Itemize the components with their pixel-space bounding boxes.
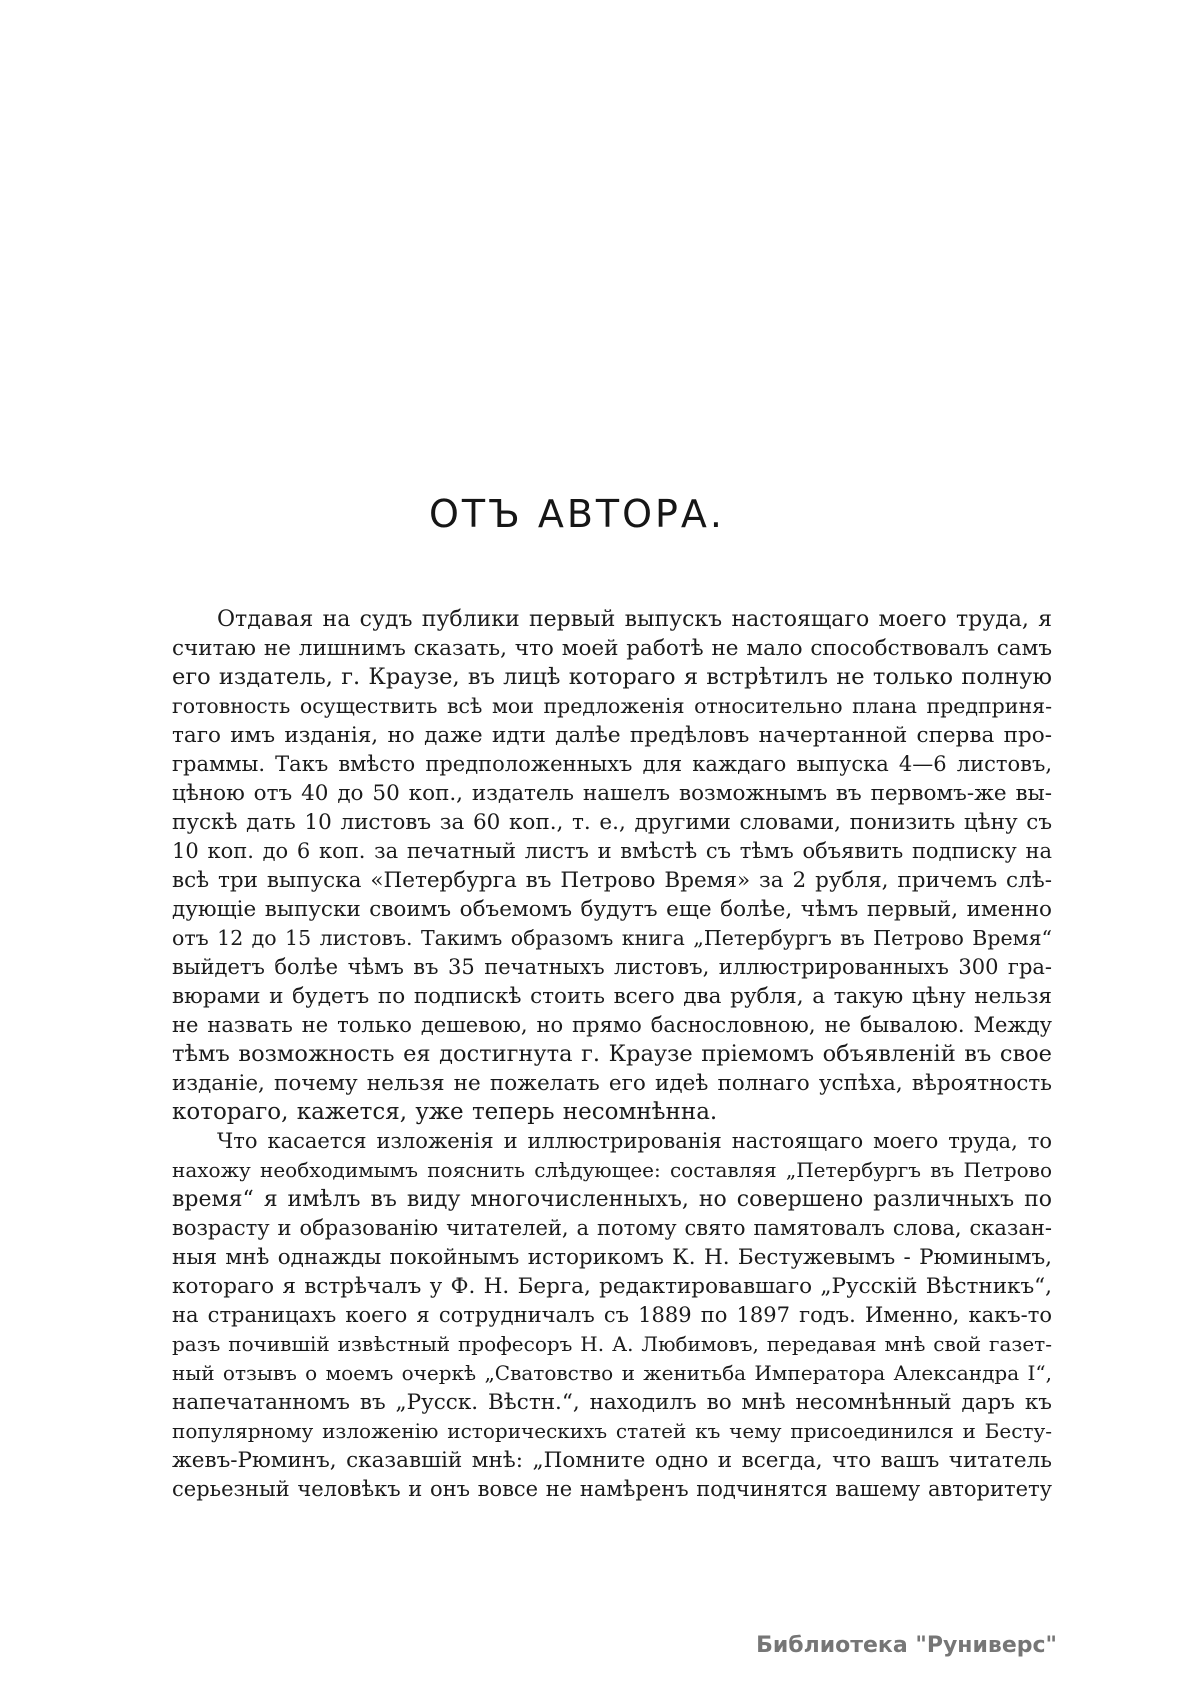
text-line: напечатанномъ въ „Русск. Вѣстн.“, находилъ во мнѣ несомнѣнный даръ къ (172, 1390, 1052, 1415)
page-title: ОТЪ АВТОРА. (428, 492, 725, 536)
text-line: не назвать не только дешевою, но прямо баснословною, не бывалою. Между (172, 1013, 1052, 1037)
text-line: таго имъ изданія, но даже идти далѣе предѣловъ начертанной сперва про- (172, 723, 1052, 748)
text-line: всѣ три выпуска «Петербурга въ Петрово Время» за 2 рубля, причемъ слѣ- (172, 868, 1052, 893)
text-line: тѣмъ возможность ея достигнута г. Краузе пріемомъ объявленій въ свое (172, 1041, 1052, 1067)
text-line: котораго я встрѣчалъ у Ф. Н. Берга, редактировавшаго „Русскій Вѣстникъ“, (172, 1274, 1052, 1299)
text-line: возрасту и образованію читателей, а потому свято памятовалъ слова, сказан- (172, 1216, 1052, 1240)
text-line: выйдетъ болѣе чѣмъ въ 35 печатныхъ листовъ, иллюстрированныхъ 300 гра- (172, 955, 1052, 979)
body-text (172, 605, 1052, 1504)
text-line: ный отзывъ о моемъ очеркѣ „Сватовство и женитьба Императора Александра I“, (172, 1361, 1052, 1385)
text-line: отъ 12 до 15 листовъ. Такимъ образомъ книга „Петербургъ въ Петрово Время“ (172, 926, 1052, 950)
text-line: котораго, кажется, уже теперь несомнѣнна. (172, 1099, 718, 1125)
text-line: дующіе выпуски своимъ объемомъ будутъ еще болѣе, чѣмъ первый, именно (172, 897, 1052, 922)
paragraph-1 (172, 605, 1052, 1127)
text-line: 10 коп. до 6 коп. за печатный листъ и вмѣстѣ съ тѣмъ объявить подписку на (172, 839, 1052, 863)
text-line: цѣною отъ 40 до 50 коп., издатель нашелъ возможнымъ въ первомъ-же вы- (172, 781, 1052, 806)
text-line: время“ я имѣлъ въ виду многочисленныхъ, но совершено различныхъ по (172, 1187, 1052, 1212)
text-line: популярному изложенію историческихъ статей къ чему присоединился и Бесту- (172, 1419, 1052, 1443)
text-line: на страницахъ коего я сотрудничалъ съ 1889 по 1897 годъ. Именно, какъ-то (172, 1303, 1052, 1327)
text-line: пускѣ дать 10 листовъ за 60 коп., т. е., другими словами, понизить цѣну съ (172, 810, 1052, 835)
text-line: разъ почившій извѣстный професоръ Н. А. Любимовъ, передавая мнѣ свой газет- (172, 1332, 1052, 1356)
text-line: Отдавая на судъ публики первый выпускъ настоящаго моего труда, я (217, 607, 1052, 632)
library-watermark: Библиотека "Руниверс" (756, 1633, 1057, 1658)
text-line: считаю не лишнимъ сказать, что моей работѣ не мало способствовалъ самъ (172, 636, 1052, 661)
text-line: его издатель, г. Краузе, въ лицѣ котораго я встрѣтилъ не только полную (172, 664, 1052, 690)
text-line: изданіе, почему нельзя не пожелать его идеѣ полнаго успѣха, вѣроятность (172, 1071, 1052, 1096)
text-line: Что касается изложенія и иллюстрированія настоящаго моего труда, то (217, 1129, 1052, 1153)
text-line: ныя мнѣ однажды покойнымъ историкомъ К. Н. Бестужевымъ - Рюминымъ, (172, 1245, 1052, 1270)
text-line: граммы. Такъ вмѣсто предположенныхъ для каждаго выпуска 4—6 листовъ, (172, 752, 1052, 776)
text-line: жевъ-Рюминъ, сказавшій мнѣ: „Помните одно и всегда, что вашъ читатель (172, 1448, 1052, 1473)
text-line: серьезный человѣкъ и онъ вовсе не намѣренъ подчинятся вашему авторитету (172, 1477, 1053, 1501)
text-line: готовность осуществить всѣ мои предложенія относительно плана предприня- (172, 694, 1052, 718)
paragraph-2 (172, 1127, 1052, 1504)
text-line: вюрами и будетъ по подпискѣ стоить всего два рубля, а такую цѣну нельзя (172, 984, 1052, 1009)
text-line: нахожу необходимымъ пояснить слѣдующее: составляя „Петербургъ въ Петрово (172, 1158, 1052, 1182)
